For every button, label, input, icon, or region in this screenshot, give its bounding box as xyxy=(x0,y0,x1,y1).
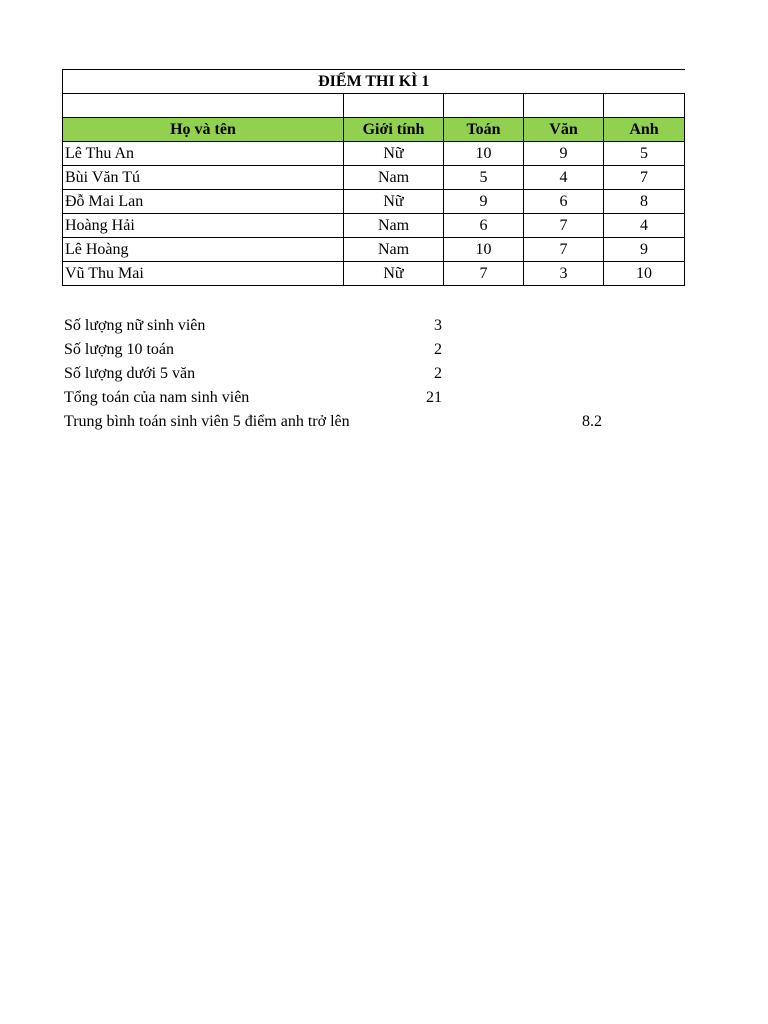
cell-name[interactable]: Hoàng Hải xyxy=(63,214,344,238)
summary-label[interactable]: Số lượng 10 toán xyxy=(64,341,175,358)
summary-row xyxy=(64,314,684,338)
cell-name[interactable]: Bùi Văn Tú xyxy=(63,166,344,190)
title-row xyxy=(63,70,685,94)
table-title[interactable]: ĐIỂM THI KÌ 1 xyxy=(63,70,685,94)
summary-label[interactable]: Trung bình toán sinh viên 5 điểm anh trở lên xyxy=(64,413,350,430)
summary-value[interactable]: 21 xyxy=(426,389,442,406)
header-gender[interactable]: Giới tính xyxy=(344,118,444,142)
cell-english[interactable]: 9 xyxy=(604,238,685,262)
cell-english[interactable]: 10 xyxy=(604,262,685,286)
cell-name[interactable]: Lê Thu An xyxy=(63,142,344,166)
cell-math[interactable]: 7 xyxy=(444,262,524,286)
cell-gender[interactable]: Nam xyxy=(344,166,444,190)
table-row xyxy=(63,166,685,190)
summary-value[interactable]: 2 xyxy=(434,365,442,382)
cell-english[interactable]: 8 xyxy=(604,190,685,214)
header-name[interactable]: Họ và tên xyxy=(63,118,344,142)
cell-name[interactable]: Đỗ Mai Lan xyxy=(63,190,344,214)
cell-blank[interactable] xyxy=(444,94,524,118)
cell-literature[interactable]: 7 xyxy=(524,214,604,238)
cell-literature[interactable]: 6 xyxy=(524,190,604,214)
grades-sheet xyxy=(62,69,685,286)
cell-math[interactable]: 6 xyxy=(444,214,524,238)
summary-row xyxy=(64,362,684,386)
cell-gender[interactable]: Nữ xyxy=(344,142,444,166)
summary-value[interactable]: 2 xyxy=(434,341,442,358)
header-literature[interactable]: Văn xyxy=(524,118,604,142)
table-row xyxy=(63,238,685,262)
summary-block xyxy=(64,314,684,434)
summary-label[interactable]: Số lượng nữ sinh viên xyxy=(64,317,206,334)
header-english[interactable]: Anh xyxy=(604,118,685,142)
cell-gender[interactable]: Nữ xyxy=(344,190,444,214)
table-row xyxy=(63,142,685,166)
table-row xyxy=(63,262,685,286)
cell-gender[interactable]: Nam xyxy=(344,238,444,262)
cell-blank[interactable] xyxy=(344,94,444,118)
cell-blank[interactable] xyxy=(524,94,604,118)
cell-literature[interactable]: 4 xyxy=(524,166,604,190)
summary-label[interactable]: Tổng toán của nam sinh viên xyxy=(64,389,250,406)
cell-math[interactable]: 10 xyxy=(444,238,524,262)
cell-name[interactable]: Vũ Thu Mai xyxy=(63,262,344,286)
summary-label[interactable]: Số lượng dưới 5 văn xyxy=(64,365,196,382)
summary-row xyxy=(64,338,684,362)
table-row xyxy=(63,214,685,238)
cell-math[interactable]: 10 xyxy=(444,142,524,166)
summary-value[interactable]: 8.2 xyxy=(582,413,602,430)
grades-table xyxy=(62,69,685,286)
cell-english[interactable]: 4 xyxy=(604,214,685,238)
cell-blank[interactable] xyxy=(63,94,344,118)
cell-name[interactable]: Lê Hoàng xyxy=(63,238,344,262)
cell-math[interactable]: 5 xyxy=(444,166,524,190)
cell-literature[interactable]: 9 xyxy=(524,142,604,166)
cell-literature[interactable]: 3 xyxy=(524,262,604,286)
header-math[interactable]: Toán xyxy=(444,118,524,142)
cell-english[interactable]: 7 xyxy=(604,166,685,190)
header-row xyxy=(63,118,685,142)
table-row xyxy=(63,190,685,214)
cell-gender[interactable]: Nữ xyxy=(344,262,444,286)
cell-math[interactable]: 9 xyxy=(444,190,524,214)
cell-english[interactable]: 5 xyxy=(604,142,685,166)
cell-literature[interactable]: 7 xyxy=(524,238,604,262)
summary-row xyxy=(64,386,684,410)
blank-row xyxy=(63,94,685,118)
cell-gender[interactable]: Nam xyxy=(344,214,444,238)
summary-row xyxy=(64,410,684,434)
cell-blank[interactable] xyxy=(604,94,685,118)
summary-value[interactable]: 3 xyxy=(434,317,442,334)
